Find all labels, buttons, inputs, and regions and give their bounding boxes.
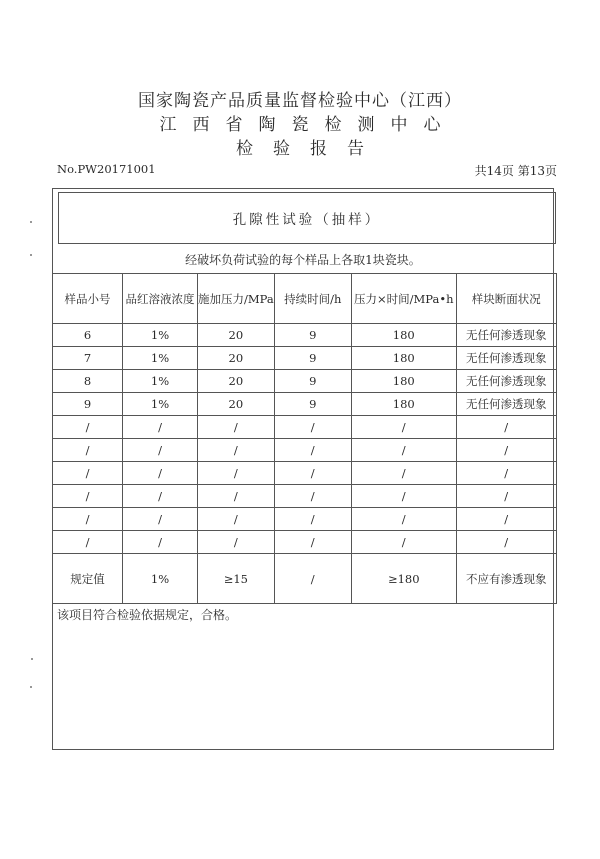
table-row [53,393,557,416]
table-cell: / [123,531,198,554]
center-name-line1: 国家陶瓷产品质量监督检验中心（江西） [138,91,462,111]
sample-note: 经破坏负荷试验的每个样品上各取1块瓷块。 [185,252,421,267]
table-cell: 9 [53,393,123,416]
table-cell: / [274,554,351,604]
table-cell: 7 [53,347,123,370]
table-cell: / [53,416,123,439]
table-cell: 9 [274,324,351,347]
table-cell: / [123,439,198,462]
table-cell: 20 [198,370,275,393]
table-cell: 9 [274,393,351,416]
table-cell: 无任何渗透现象 [456,370,556,393]
table-cell: 1% [123,347,198,370]
table-header-row [53,274,557,324]
table-cell: ≥15 [198,554,275,604]
table-row [53,416,557,439]
table-cell: 1% [123,370,198,393]
table-cell: / [274,531,351,554]
table-cell: / [456,508,556,531]
table-cell: 1% [123,393,198,416]
table-cell: / [351,508,456,531]
table-cell: / [456,531,556,554]
margin-dot [30,221,32,223]
table-cell: 不应有渗透现象 [456,554,556,604]
table-cell: / [274,485,351,508]
report-number: No.PW20171001 [57,162,156,176]
table-cell: / [351,485,456,508]
table-cell: / [198,485,275,508]
table-cell: 规定值 [53,554,123,604]
table-cell: / [274,508,351,531]
margin-dot [30,686,32,688]
table-cell: 样品小号 [53,274,123,324]
table-cell: / [198,531,275,554]
center-name-line2: 江西省陶瓷检测中心 [159,115,457,135]
table-cell: / [53,531,123,554]
table-cell: / [456,485,556,508]
table-cell: 施加压力/MPa [198,274,275,324]
table-cell: 6 [53,324,123,347]
table-row [53,370,557,393]
table-cell: 20 [198,324,275,347]
table-cell: 9 [274,370,351,393]
conclusion-text: 该项目符合检验依据规定，合格。 [57,608,238,622]
table-cell: 180 [351,393,456,416]
table-row [53,347,557,370]
table-cell: 持续时间/h [274,274,351,324]
table-cell: / [123,416,198,439]
table-cell: 180 [351,370,456,393]
table-cell: / [456,416,556,439]
table-row [53,531,557,554]
table-cell: 180 [351,347,456,370]
table-cell: 品红溶液浓度 [123,274,198,324]
margin-dot [31,658,33,660]
table-cell: 20 [198,393,275,416]
table-cell: 180 [351,324,456,347]
table-row [53,485,557,508]
margin-dot [30,254,32,256]
test-title: 孔隙性试验（抽样） [58,192,556,244]
table-row [53,324,557,347]
table-cell: 1% [123,324,198,347]
table-cell: / [351,416,456,439]
table-cell: 无任何渗透现象 [456,347,556,370]
results-table [52,273,557,604]
table-cell: / [53,462,123,485]
table-cell: / [351,531,456,554]
table-cell: 1% [123,554,198,604]
table-cell: ≥180 [351,554,456,604]
table-cell: / [198,462,275,485]
table-cell: 无任何渗透现象 [456,393,556,416]
table-cell: 无任何渗透现象 [456,324,556,347]
table-cell: / [274,462,351,485]
table-cell: / [198,508,275,531]
table-cell: 20 [198,347,275,370]
table-cell: / [274,416,351,439]
table-cell: / [123,508,198,531]
table-cell: / [456,462,556,485]
table-cell: / [198,416,275,439]
spec-row [53,554,557,604]
table-cell: / [351,439,456,462]
table-cell: 压力×时间/MPa•h [351,274,456,324]
table-cell: / [53,508,123,531]
table-cell: / [53,439,123,462]
table-cell: / [274,439,351,462]
table-row [53,508,557,531]
table-cell: / [456,439,556,462]
table-cell: / [53,485,123,508]
report-type-title: 检验报告 [236,139,384,159]
page-info: 共14页 第13页 [474,164,557,178]
table-cell: / [123,462,198,485]
table-row [53,462,557,485]
table-cell: 样块断面状况 [456,274,556,324]
table-cell: 9 [274,347,351,370]
table-row [53,439,557,462]
table-cell: / [123,485,198,508]
table-cell: / [198,439,275,462]
table-cell: 8 [53,370,123,393]
table-cell: / [351,462,456,485]
